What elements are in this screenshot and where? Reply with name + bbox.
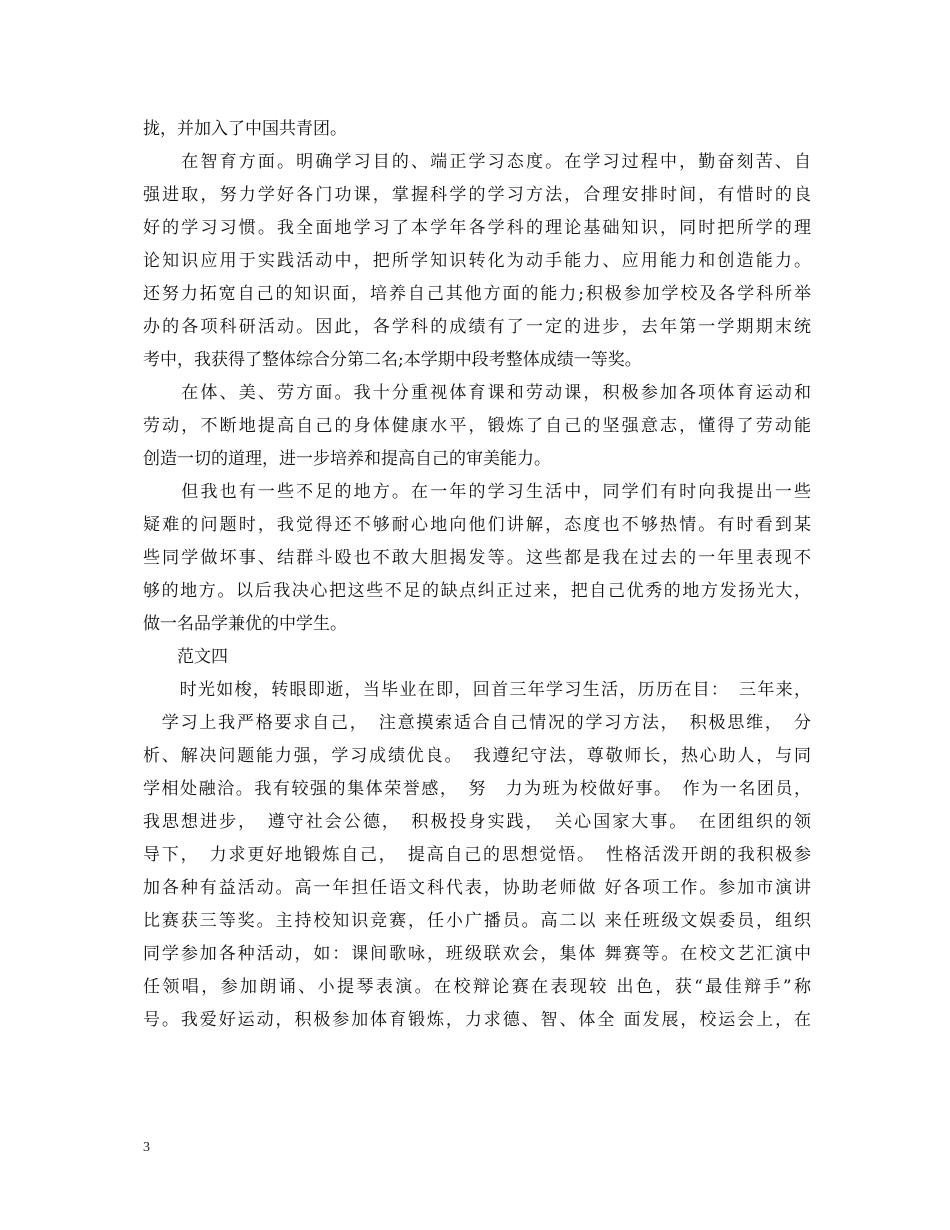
text-line: 疑难的问题时，我觉得还不够耐心地向他们讲解，态度也不够热情。有时看到某 <box>143 515 811 535</box>
text-line: 加各种有益活动。高一年担任语文科代表，协助老师做 好各项工作。参加市演讲 <box>143 878 811 898</box>
text-line: 劳动，不断地提高自己的身体健康水平，锻炼了自己的坚强意志，懂得了劳动能 <box>143 416 811 436</box>
text-line: 同学参加各种活动，如：课间歌咏，班级联欢会，集体 舞赛等。在校文艺汇演中 <box>143 944 811 964</box>
text-line: 时光如梭，转眼即逝，当毕业在即，回首三年学习生活，历历在目： 三年来， <box>143 680 811 700</box>
text-line: 但我也有一些不足的地方。在一年的学习生活中，同学们有时向我提出一些 <box>143 482 811 502</box>
text-line: 论知识应用于实践活动中，把所学知识转化为动手能力、应用能力和创造能力。 <box>143 251 811 271</box>
text-line: 办的各项科研活动。因此，各学科的成绩有了一定的进步，去年第一学期期末统 <box>143 317 811 337</box>
text-line: 我思想进步， 遵守社会公德， 积极投身实践， 关心国家大事。 在团组织的领 <box>143 812 811 832</box>
text-line: 学相处融洽。我有较强的集体荣誉感， 努 力为班为校做好事。 作为一名团员， <box>143 779 811 799</box>
text-line: 任领唱，参加朗诵、小提琴表演。在校辩论赛在表现较 出色，获“最佳辩手”称 <box>143 977 811 997</box>
section-heading: 范文四 <box>143 647 228 667</box>
text-line: 还努力拓宽自己的知识面，培养自己其他方面的能力;积极参加学校及各学科所举 <box>143 284 811 304</box>
document-body <box>143 113 811 1037</box>
text-line: 导下， 力求更好地锻炼自己， 提高自己的思想觉悟。 性格活泼开朗的我积极参 <box>143 845 811 865</box>
text-line: 够的地方。以后我决心把这些不足的缺点纠正过来，把自己优秀的地方发扬光大， <box>143 581 811 601</box>
text-line: 创造一切的道理，进一步培养和提高自己的审美能力。 <box>143 449 551 469</box>
text-line: 号。我爱好运动，积极参加体育锻炼，力求德、智、体全 面发展，校运会上，在 <box>143 1010 811 1030</box>
text-line: 好的学习习惯。我全面地学习了本学年各学科的理论基础知识，同时把所学的理 <box>143 218 811 238</box>
text-line: 析、解决问题能力强，学习成绩优良。 我遵纪守法，尊敬师长，热心助人，与同 <box>143 746 811 766</box>
text-line: 学习上我严格要求自己， 注意摸索适合自己情况的学习方法， 积极思维， 分 <box>143 713 811 733</box>
text-line: 强进取，努力学好各门功课，掌握科学的学习方法，合理安排时间，有惜时的良 <box>143 185 811 205</box>
text-line: 些同学做坏事、结群斗殴也不敢大胆揭发等。这些都是我在过去的一年里表现不 <box>143 548 811 568</box>
text-line: 拢，并加入了中国共青团。 <box>143 119 347 139</box>
text-line: 在智育方面。明确学习目的、端正学习态度。在学习过程中，勤奋刻苦、自 <box>143 152 811 172</box>
page-number: 3 <box>143 1140 150 1155</box>
text-line: 比赛获三等奖。主持校知识竞赛，任小广播员。高二以 来任班级文娱委员，组织 <box>143 911 811 931</box>
text-line: 做一名品学兼优的中学生。 <box>143 614 347 634</box>
text-line: 考中，我获得了整体综合分第二名;本学期中段考整体成绩一等奖。 <box>143 350 642 370</box>
text-line: 在体、美、劳方面。我十分重视体育课和劳动课，积极参加各项体育运动和 <box>143 383 811 403</box>
